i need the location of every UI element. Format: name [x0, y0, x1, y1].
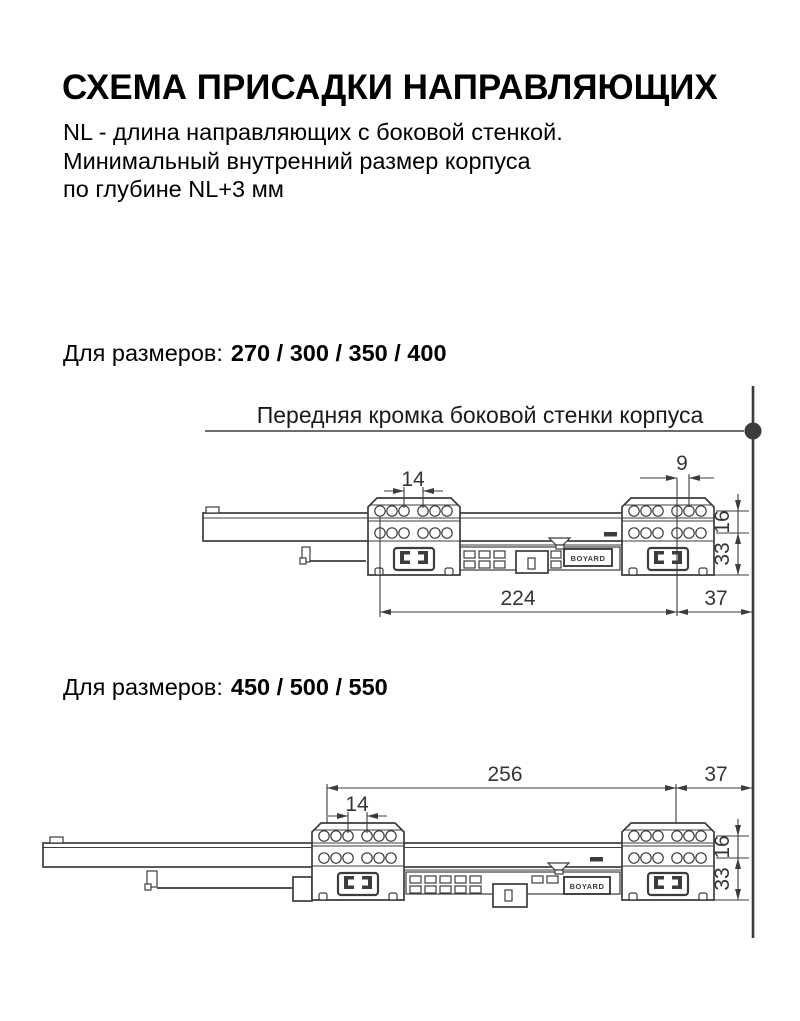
diagram-450-550	[43, 763, 752, 907]
dim-label-9: 9	[676, 452, 688, 475]
description-line: NL - длина направляющих с боковой стенкой.	[63, 119, 563, 145]
sizes-values: 270 / 300 / 350 / 400	[230, 340, 447, 366]
sizes-heading-small	[63, 340, 447, 367]
dim-label-37: 37	[704, 587, 728, 610]
front-edge-label: Передняя кромка боковой стенки корпуса	[256, 402, 704, 428]
technical-drawing	[0, 380, 800, 1021]
adjuster-icon	[549, 538, 570, 545]
brand-logo: BOYARD	[570, 554, 606, 563]
diagram-270-400	[203, 452, 752, 617]
description-line: Минимальный внутренний размер корпуса	[63, 147, 531, 174]
sizes-prefix: Для размеров:	[63, 674, 223, 700]
front-edge-dot	[745, 423, 762, 440]
description-line: по глубине NL+3 мм	[63, 176, 284, 202]
adjuster-icon	[548, 863, 569, 870]
stop-mark	[604, 532, 617, 537]
page-title: СХЕМА ПРИСАДКИ НАПРАВЛЯЮЩИХ	[62, 68, 718, 107]
dim-label-37: 37	[704, 763, 728, 786]
description	[63, 118, 563, 204]
sizes-values: 450 / 500 / 550	[230, 674, 388, 700]
dim-label-256: 256	[487, 763, 523, 786]
stop-mark	[590, 857, 603, 862]
dim-label-224: 224	[500, 587, 536, 610]
brand-logo: BOYARD	[569, 882, 605, 891]
sizes-prefix: Для размеров:	[63, 340, 223, 366]
